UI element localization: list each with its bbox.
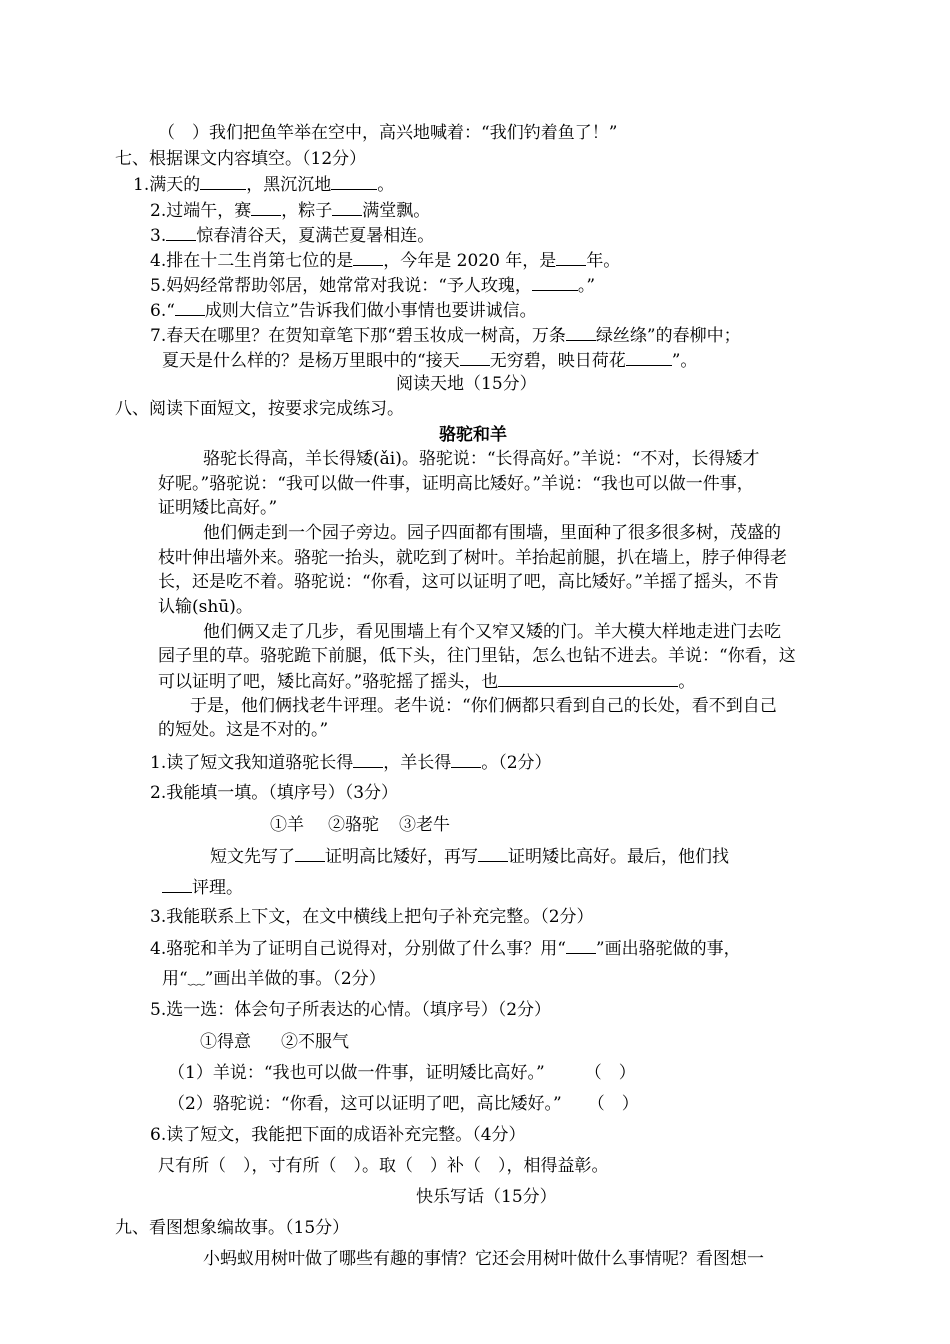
passage-line: 他们俩又走了几步，看见围墙上有个又窄又矮的门。羊大模大样地走进门去吃 <box>203 622 781 642</box>
blank[interactable] <box>175 299 205 316</box>
blank[interactable] <box>451 751 481 768</box>
s7-q6: 6.“ 成则大信立”告诉我们做小事情也要讲诚信。 <box>150 301 537 321</box>
s7-q1: 1.满天的 ，黑沉沉地 。 <box>133 175 395 195</box>
blank[interactable] <box>353 751 383 768</box>
blank[interactable] <box>566 324 596 341</box>
s8-q5-options: ①得意 ②不服气 <box>200 1032 349 1052</box>
s7-q5: 5.妈妈经常帮助邻居，她常常对我说：“予人玫瑰， 。” <box>150 276 596 296</box>
passage-title: 骆驼和羊 <box>439 425 507 445</box>
passage-line: 可以证明了吧，矮比高好。”骆驼摇了摇头，也 。 <box>158 672 696 692</box>
s9-prompt: 小蚂蚁用树叶做了哪些有趣的事情？它还会用树叶做什么事情呢？看图想一 <box>203 1249 764 1269</box>
s8-q1: 1.读了短文我知道骆驼长得 ，羊长得 。（2分） <box>150 753 552 773</box>
writing-section-header: 快乐写话（15分） <box>416 1187 557 1207</box>
section-9-heading: 九、看图想象编故事。（15分） <box>115 1218 350 1238</box>
blank[interactable] <box>251 199 281 216</box>
passage-line: 于是，他们俩找老牛评理。老牛说：“你们俩都只看到自己的长处，看不到自己 <box>190 696 777 716</box>
s8-q4-line2: 用“﹏”画出羊做的事。（2分） <box>162 969 386 989</box>
passage-line: 好呢。”骆驼说：“我可以做一件事，证明高比矮好。”羊说：“我也可以做一件事， <box>158 474 754 494</box>
s8-q2-options: ①羊 ②骆驼 ③老牛 <box>270 815 450 835</box>
section-8-heading: 八、阅读下面短文，按要求完成练习。 <box>115 399 404 419</box>
passage-line: 骆驼长得高，羊长得矮(ǎi)。骆驼说：“长得高好。”羊说：“不对，长得矮才 <box>203 449 760 469</box>
blank[interactable] <box>460 349 490 366</box>
blank[interactable] <box>166 224 196 241</box>
s8-q5-item2: （2）骆驼说：“你看，这可以证明了吧，高比矮好。” （ ） <box>168 1094 639 1114</box>
passage-line: 枝叶伸出墙外来。骆驼一抬头，就吃到了树叶。羊抬起前腿，扒在墙上，脖子伸得老 <box>158 548 787 568</box>
passage-line: 长，还是吃不着。骆驼说：“你看，这可以证明了吧，高比矮好。”羊摇了摇头，不肯 <box>158 572 779 592</box>
s7-q4: 4.排在十二生肖第七位的是 ，今年是 2020 年，是 年。 <box>150 251 621 271</box>
prev-question-item: （ ）我们把鱼竿举在空中，高兴地喊着：“我们钓着鱼了！” <box>158 123 618 143</box>
blank[interactable] <box>566 937 596 954</box>
passage-line: 证明矮比高好。” <box>158 498 278 518</box>
passage-line: 他们俩走到一个园子旁边。园子四面都有围墙，里面种了很多很多树，茂盛的 <box>203 523 781 543</box>
blank[interactable] <box>478 845 508 862</box>
answer-paren[interactable]: （ ） <box>587 1094 639 1114</box>
passage-line: 的短处。这是不对的。” <box>158 720 329 740</box>
s7-q7-line2: 夏天是什么样的？是杨万里眼中的“接天 无穷碧，映日荷花 ”。 <box>162 351 698 371</box>
passage-line: 认输(shū)。 <box>158 597 253 617</box>
s8-q5-heading: 5.选一选：体会句子所表达的心情。（填序号）（2分） <box>150 1000 552 1020</box>
blank[interactable] <box>200 173 246 190</box>
s8-q6-heading: 6.读了短文，我能把下面的成语补充完整。（4分） <box>150 1125 526 1145</box>
blank[interactable] <box>626 349 672 366</box>
blank[interactable] <box>353 249 383 266</box>
s8-q5-item1: （1）羊说：“我也可以做一件事，证明矮比高好。” （ ） <box>168 1063 636 1083</box>
s8-q6-line: 尺有所（ ），寸有所（ ）。取（ ）补（ ），相得益彰。 <box>158 1156 609 1176</box>
s8-q4-line1: 4.骆驼和羊为了证明自己说得对，分别做了什么事？用“ ”画出骆驼做的事， <box>150 939 741 959</box>
answer-paren[interactable]: （ ） <box>584 1063 636 1083</box>
blank[interactable] <box>332 199 362 216</box>
reading-section-header: 阅读天地（15分） <box>396 374 537 394</box>
blank[interactable] <box>556 249 586 266</box>
blank[interactable] <box>498 670 678 687</box>
s7-q3: 3. 惊春清谷天，夏满芒夏暑相连。 <box>150 226 435 246</box>
blank[interactable] <box>331 173 377 190</box>
section-7-heading: 七、根据课文内容填空。（12分） <box>115 149 367 169</box>
passage-line: 园子里的草。骆驼跪下前腿，低下头，往门里钻，怎么也钻不进去。羊说：“你看，这 <box>158 646 796 666</box>
s7-q7-line1: 7.春天在哪里？在贺知章笔下那“碧玉妆成一树高，万条 绿丝绦”的春柳中； <box>150 326 741 346</box>
s8-q3: 3.我能联系上下文，在文中横线上把句子补充完整。（2分） <box>150 907 594 927</box>
s7-q2: 2.过端午，赛 ，粽子 满堂飘。 <box>150 201 431 221</box>
s8-q2-line1: 短文先写了 证明高比矮好，再写 证明矮比高好。最后，他们找 <box>210 847 729 867</box>
blank[interactable] <box>162 876 192 893</box>
blank[interactable] <box>532 274 578 291</box>
s8-q2-line2: 评理。 <box>162 876 243 899</box>
s8-q2-heading: 2.我能填一填。（填序号）（3分） <box>150 783 399 803</box>
blank[interactable] <box>295 845 325 862</box>
